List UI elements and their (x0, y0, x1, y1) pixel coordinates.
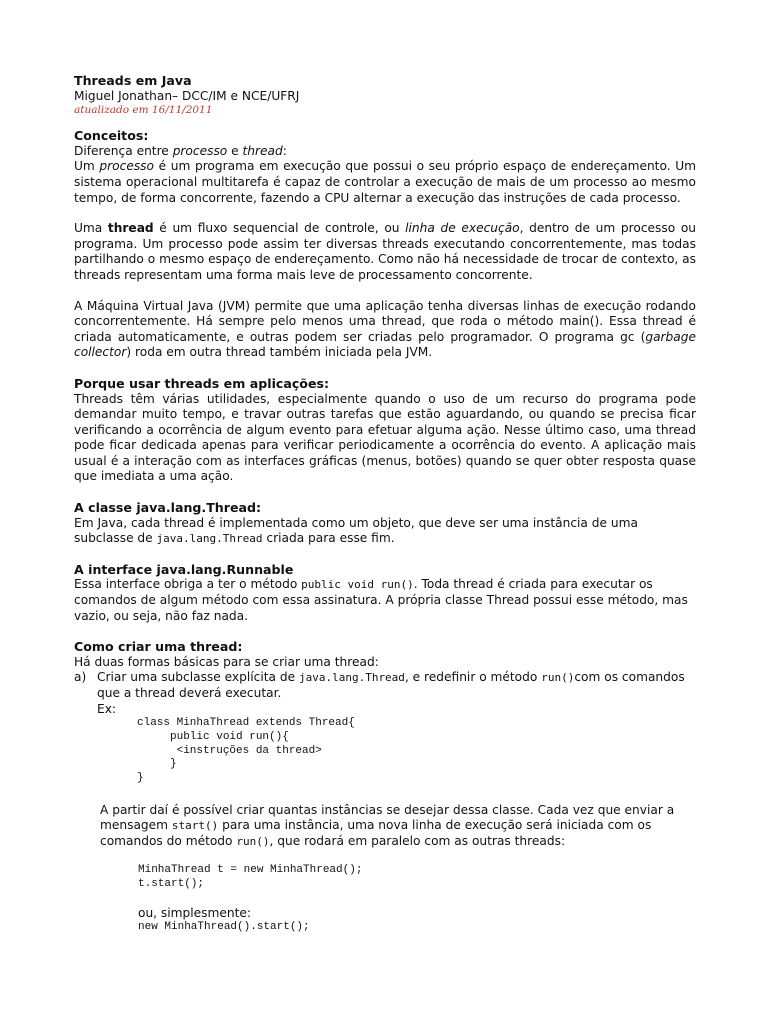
section-heading-porque: Porque usar threads em aplicações: (74, 375, 330, 391)
paragraph-start (100, 803, 696, 850)
text-span: Uma (74, 221, 108, 236)
text-span: , dentro de um processo ou programa. Um processo pode assim ter diversas threads executando concorrentemente, mas todas partilhando o mesmo espaço de endereçamento. Como não há necessidade de trocar de contexto, as threads representam uma forma mais leve de processamento concorrente. (74, 221, 696, 282)
italic-span: thread (242, 143, 283, 158)
example-label: Ex: (97, 701, 117, 716)
paragraph-start-wrapper (74, 803, 696, 850)
or-label: ou, simplesmente: (138, 905, 251, 920)
paragraph-interface (74, 577, 696, 624)
code-block-class (74, 717, 696, 786)
section-heading-classe: A classe java.lang.Thread: (74, 500, 262, 516)
code-listing: new MinhaThread().start(); (138, 921, 310, 934)
inline-code: public void run() (301, 578, 414, 592)
text-span: criada para esse fim. (262, 531, 395, 546)
document-author: Miguel Jonathan– DCC/IM e NCE/UFRJ (74, 88, 300, 103)
section-heading-conceitos: Conceitos: (74, 128, 149, 144)
text-span: Um (74, 159, 100, 174)
italic-span: processo (99, 159, 154, 174)
list-marker: a) (74, 670, 87, 685)
text-span: ) roda em outra thread também iniciada pela JVM. (126, 345, 433, 360)
text-span: Criar uma subclasse explícita de (97, 670, 299, 685)
list-item-a (74, 670, 696, 717)
italic-span: processo (172, 143, 228, 158)
paragraph-classe (74, 516, 696, 547)
text-span: e (227, 143, 243, 158)
document-title: Threads em Java (74, 73, 192, 88)
text-span: , e redefinir o método (404, 670, 542, 685)
text-span: : (282, 143, 287, 158)
text-span: é um programa em execução que possui o seu próprio espaço de endereçamento. Um sistema operacional multitarefa é capaz de controlar a execução de mais de um processo ao mesmo tempo, de forma concorrente, fazendo a CPU alternar a execução das instruções de cada processo. (74, 159, 696, 205)
text-span: é um fluxo sequencial de controle, ou (153, 221, 406, 236)
paragraph-thread (74, 221, 696, 283)
text-span: Em Java, cada thread é implementada como um objeto, que deve ser uma instância de uma subclasse de (74, 515, 638, 546)
text-span: A partir daí é possível criar quantas instâncias se desejar dessa classe. Cada vez que enviar a mensagem (100, 802, 675, 833)
inline-code: start() (171, 819, 219, 833)
paragraph-porque: Threads têm várias utilidades, especialmente quando o uso de um recurso do programa pode demandar muito tempo, e travar outras tarefas que estão aguardando, ou quando se precisa ficar verificando a ocorrência de algum evento para efetuar alguma ação. Nesse último caso, uma thread pode ficar dedicada apenas para verificar periodicamente a ocorrência do evento. A aplicação mais usual é a interação com as interfaces gráficas (menus, botões) quando se quer obter resposta quase que imediata a uma ação. (74, 391, 696, 484)
text-span: . Toda thread é criada para executar os comandos de algum método com essa assinatura. A própria classe Thread possui esse método, mas vazio, ou seja, não faz nada. (74, 577, 688, 623)
section-heading-criar: Como criar uma thread: (74, 639, 243, 655)
document-content (74, 73, 696, 935)
paragraph-processo (74, 159, 696, 206)
italic-span: garbage collector (74, 329, 696, 360)
bold-span: thread (107, 221, 154, 236)
code-block-instances (74, 864, 696, 935)
text-span: com os comandos que a thread deverá executar. (97, 670, 685, 700)
text-span: para uma instância, uma nova linha de execução será iniciada com os comandos do método (100, 818, 652, 848)
section-heading-interface: A interface java.lang.Runnable (74, 561, 294, 577)
italic-span: linha de execução (405, 221, 520, 236)
inline-code: run() (541, 671, 575, 685)
text-span: Essa interface obriga a ter o método (74, 577, 302, 592)
paragraph-jvm (74, 299, 696, 361)
criar-intro: Há duas formas básicas para se criar uma thread: (74, 654, 379, 669)
inline-code: run() (236, 834, 270, 848)
inline-code: java.lang.Thread (156, 532, 263, 546)
text-span: , que rodará em paralelo com as outras threads: (269, 833, 566, 848)
document-updated-date: atualizado em 16/11/2011 (74, 104, 213, 117)
conceitos-intro-line (74, 144, 696, 160)
list-item-text (97, 670, 696, 701)
text-span: Diferença entre (74, 143, 173, 158)
text-span: A Máquina Virtual Java (JVM) permite que uma aplicação tenha diversas linhas de execução rodando concorrentemente. Há sempre pelo menos uma thread, que roda o método main(). Essa thread é criada automaticamente, e outras podem ser criadas pelo programador. O programa gc ( (74, 298, 696, 344)
code-listing: class MinhaThread extends Thread{ public void run(){ <instruções da thread> } } (137, 717, 355, 784)
code-listing: MinhaThread t = new MinhaThread(); t.start(); (138, 864, 363, 891)
inline-code: java.lang.Thread (298, 671, 405, 685)
